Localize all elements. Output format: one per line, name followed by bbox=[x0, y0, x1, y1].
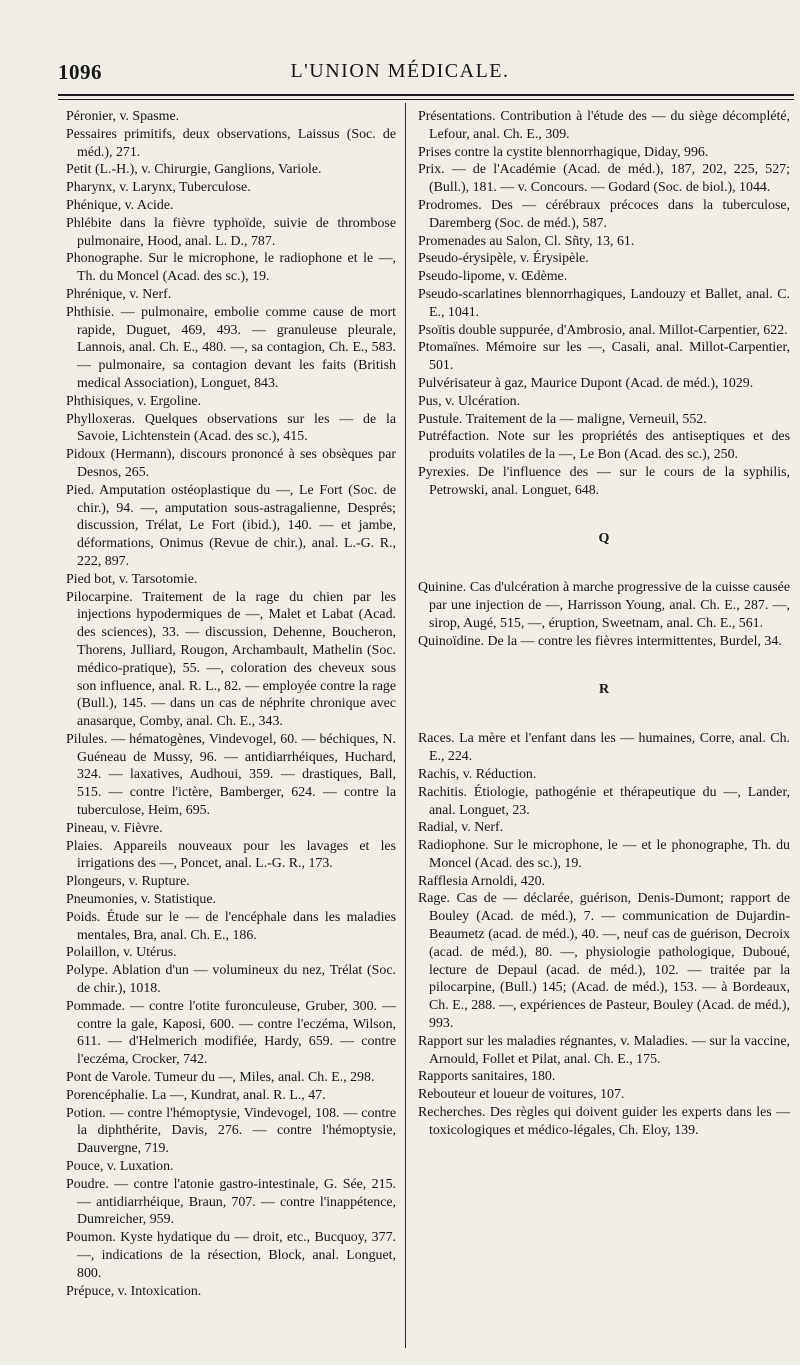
index-entry: Rapport sur les maladies régnantes, v. Maladies. — sur la vaccine, Arnould, Follet et Pilat, anal. Ch. E., 175. bbox=[418, 1033, 790, 1067]
index-entry: Rage. Cas de — déclarée, guérison, Denis-Dumont; rapport de Bouley (Acad. de méd.), 7. — communication de Dujardin-Beaumetz (acad. de méd.), 40. —, neuf cas de guérison, Decroix (acad. de méd.), 80. —, physiologie pathologique, Duboué, lecture de Depaul (acad. de méd.), 102. — traitée par la pilocarpine, (Bull.) 145; (Acad. de méd.), 153. — à Bordeaux, Ch. E., 288. —, expériences de Pasteur, Bouley (Acad. de méd.), 993. bbox=[418, 891, 790, 1032]
index-entry: Petit (L.-H.), v. Chirurgie, Ganglions, Variole. bbox=[66, 162, 322, 178]
index-entry: Radial, v. Nerf. bbox=[418, 820, 504, 836]
index-entry: Rapports sanitaires, 180. bbox=[418, 1069, 556, 1085]
index-entry: Putréfaction. Note sur les propriétés des antiseptiques et des produits volatiles de la —, Le Bon (Acad. des sc.), 250. bbox=[418, 429, 790, 463]
index-entry: Pseudo-érysipèle, v. Érysipèle. bbox=[418, 251, 589, 267]
index-entry: Rebouteur et loueur de voitures, 107. bbox=[418, 1087, 625, 1103]
index-entry: Poudre. — contre l'atonie gastro-intestinale, G. Sée, 215. — antidiarrhéique, Braun, 707. — contre l'inappétence, Dumreicher, 959. bbox=[66, 1176, 396, 1228]
index-entry: Pied bot, v. Tarsotomie. bbox=[66, 571, 198, 587]
index-entry: Phonographe. Sur le microphone, le radiophone et le —, Th. du Moncel (Acad. des sc.), 19. bbox=[66, 251, 396, 285]
index-entry: Rachis, v. Réduction. bbox=[418, 766, 537, 782]
index-entry: Pharynx, v. Larynx, Tuberculose. bbox=[66, 180, 251, 196]
page-number: 1096 bbox=[58, 60, 102, 84]
index-entry: Pyrexies. De l'influence des — sur le cours de la syphilis, Petrowski, anal. Longuet, 648. bbox=[418, 464, 790, 498]
index-section-r bbox=[418, 730, 790, 1139]
index-entry: Pneumonies, v. Statistique. bbox=[66, 892, 216, 908]
index-entry: Pustule. Traitement de la — maligne, Verneuil, 552. bbox=[418, 411, 707, 427]
index-entry: Pus, v. Ulcération. bbox=[418, 393, 521, 409]
index-entry: Phthisiques, v. Ergoline. bbox=[66, 393, 202, 409]
index-entry: Prises contre la cystite blennorrhagique, Diday, 996. bbox=[418, 144, 709, 160]
index-entry: Pont de Varole. Tumeur du —, Miles, anal. Ch. E., 298. bbox=[66, 1070, 375, 1086]
header-rule bbox=[58, 94, 794, 96]
index-section-q bbox=[418, 579, 790, 650]
index-entry: Pidoux (Hermann), discours prononcé à ses obsèques par Desnos, 265. bbox=[66, 447, 396, 480]
left-column bbox=[66, 108, 396, 1300]
index-entry: Recherches. Des règles qui doivent guider les experts dans les — toxicologiques et médico-légales, Ch. Eloy, 139. bbox=[418, 1105, 790, 1138]
index-entry: Phénique, v. Acide. bbox=[66, 197, 174, 213]
index-entry: Phylloxeras. Quelques observations sur les — de la Savoie, Lichtenstein (Acad. des sc.), 415. bbox=[66, 411, 396, 445]
running-title: L'UNION MÉDICALE. bbox=[290, 60, 510, 82]
index-entry: Polaillon, v. Utérus. bbox=[66, 945, 177, 961]
index-entry: Phrénique, v. Nerf. bbox=[66, 286, 172, 302]
index-entry: Quinoïdine. De la — contre les fièvres intermittentes, Burdel, 34. bbox=[418, 633, 782, 649]
index-entry: Psoïtis double suppurée, d'Ambrosio, anal. Millot-Carpentier, 622. bbox=[418, 322, 788, 338]
index-entry: Pilocarpine. Traitement de la rage du chien par les injections hypodermiques de —, Malet et Labat (Acad. des sciences), 33. — discussion, Dehenne, Boucheron, Thorens, Julliard, Rougon, Archambault, Mathelin (Soc. médico-pratique), 55. —, coloration des cheveux sous son influence, anal. R. L., 82. — employée contre la rage (Bull.), 145. — dans un cas de néphrite chronique avec anasarque, Comby, anal. Ch. E., 343. bbox=[66, 589, 396, 730]
index-entry: Races. La mère et l'enfant dans les — humaines, Corre, anal. Ch. E., 224. bbox=[418, 731, 790, 765]
section-letter-q: Q bbox=[598, 530, 610, 546]
column-divider bbox=[405, 103, 406, 1348]
index-entry: Rafflesia Arnoldi, 420. bbox=[418, 873, 546, 889]
index-entry: Pied. Amputation ostéoplastique du —, Le Fort (Soc. de chir.), 94. —, amputation sous-astragalienne, Després; discussion, Trélat, Le Fort (ibid.), 140. — et jambe, déformations, Onimus (Revue de chir.), anal. L.-G. R., 222, 897. bbox=[66, 482, 396, 569]
index-entry: Rachitis. Étiologie, pathogénie et thérapeutique du —, Lander, anal. Longuet, 23. bbox=[418, 784, 790, 818]
index-entry: Présentations. Contribution à l'étude des — du siège décomplété, Lefour, anal. Ch. E., 309. bbox=[418, 109, 790, 142]
header-rule-thin bbox=[58, 99, 794, 100]
index-entry: Pineau, v. Fièvre. bbox=[66, 820, 163, 836]
index-section-p bbox=[418, 108, 790, 500]
index-entry: Prix. — de l'Académie (Acad. de méd.), 187, 202, 225, 527; (Bull.), 181. — v. Concours. — Godard (Soc. de biol.), 1044. bbox=[418, 162, 790, 196]
index-entry: Pseudo-scarlatines blennorrhagiques, Landouzy et Ballet, anal. C. E., 1041. bbox=[418, 286, 790, 320]
index-entry: Polype. Ablation d'un — volumineux du nez, Trélat (Soc. de chir.), 1018. bbox=[66, 963, 396, 997]
section-letter-r: R bbox=[598, 681, 610, 697]
index-entry: Radiophone. Sur le microphone, le — et le phonographe, Th. du Moncel (Acad. des sc.), 19. bbox=[418, 838, 790, 871]
index-entry: Prodromes. Des — cérébraux précoces dans la tuberculose, Daremberg (Soc. de méd.), 587. bbox=[418, 197, 790, 231]
index-entry: Pseudo-lipome, v. Œdème. bbox=[418, 269, 568, 285]
index-entry: Prépuce, v. Intoxication. bbox=[66, 1283, 202, 1299]
index-entry: Potion. — contre l'hémoptysie, Vindevogel, 108. — contre la diphthérite, Davis, 276. — contre l'hémoptysie, Dauvergne, 719. bbox=[66, 1105, 396, 1157]
index-entry: Pommade. — contre l'otite furonculeuse, Gruber, 300. — contre la gale, Kaposi, 600. — contre l'eczéma, Wilson, 611. — d'Helmerich modifiée, Hardy, 659. — contre l'eczéma, Crocker, 742. bbox=[66, 998, 396, 1068]
index-entry: Promenades au Salon, Cl. Sñty, 13, 61. bbox=[418, 233, 635, 249]
index-entry: Plaies. Appareils nouveaux pour les lavages et les irrigations des —, Poncet, anal. L.-G. R., 173. bbox=[66, 838, 396, 872]
index-entry: Pouce, v. Luxation. bbox=[66, 1159, 174, 1175]
index-entry: Poids. Étude sur le — de l'encéphale dans les maladies mentales, Bra, anal. Ch. E., 186. bbox=[66, 909, 396, 943]
index-entry: Phthisie. — pulmonaire, embolie comme cause de mort rapide, Duguet, 469, 493. — granuleuse pleurale, Lannois, anal. Ch. E., 480. —, sa contagion, Ch. E., 583. — pulmonaire, sa contagion devant les faits (British medical Association), Longuet, 843. bbox=[66, 304, 396, 391]
index-entry: Ptomaïnes. Mémoire sur les —, Casali, anal. Millot-Carpentier, 501. bbox=[418, 340, 790, 374]
index-entry: Quinine. Cas d'ulcération à marche progressive de la cuisse causée par une injection de —, Harrisson Young, anal. Ch. E., 287. —, sirop, Augé, 515, —, éruption, Sweetnam, anal. Ch. E., 561. bbox=[418, 580, 790, 631]
index-entry: Porencéphalie. La —, Kundrat, anal. R. L., 47. bbox=[66, 1087, 326, 1103]
index-entry: Pessaires primitifs, deux observations, Laissus (Soc. de méd.), 271. bbox=[66, 126, 396, 160]
index-entry: Péronier, v. Spasme. bbox=[66, 109, 180, 124]
index-entry: Poumon. Kyste hydatique du — droit, etc., Bucquoy, 377. —, indications de la résection, Block, anal. Longuet, 800. bbox=[66, 1230, 396, 1281]
index-entry: Phlébite dans la fièvre typhoïde, suivie de thrombose pulmonaire, Hood, anal. L. D., 787. bbox=[66, 215, 396, 249]
index-entry: Plongeurs, v. Rupture. bbox=[66, 874, 190, 890]
index-entry: Pulvérisateur à gaz, Maurice Dupont (Acad. de méd.), 1029. bbox=[418, 375, 754, 391]
right-column bbox=[418, 108, 790, 1140]
index-entry: Pilules. — hématogènes, Vindevogel, 60. — béchiques, N. Guéneau de Mussy, 96. — antidiarrhéiques, Huchard, 324. — laxatives, Audhoui, 359. — drastiques, Ball, 515. — contre l'ictère, Bamberger, 624. — contre la tuberculose, Heim, 695. bbox=[66, 731, 396, 819]
